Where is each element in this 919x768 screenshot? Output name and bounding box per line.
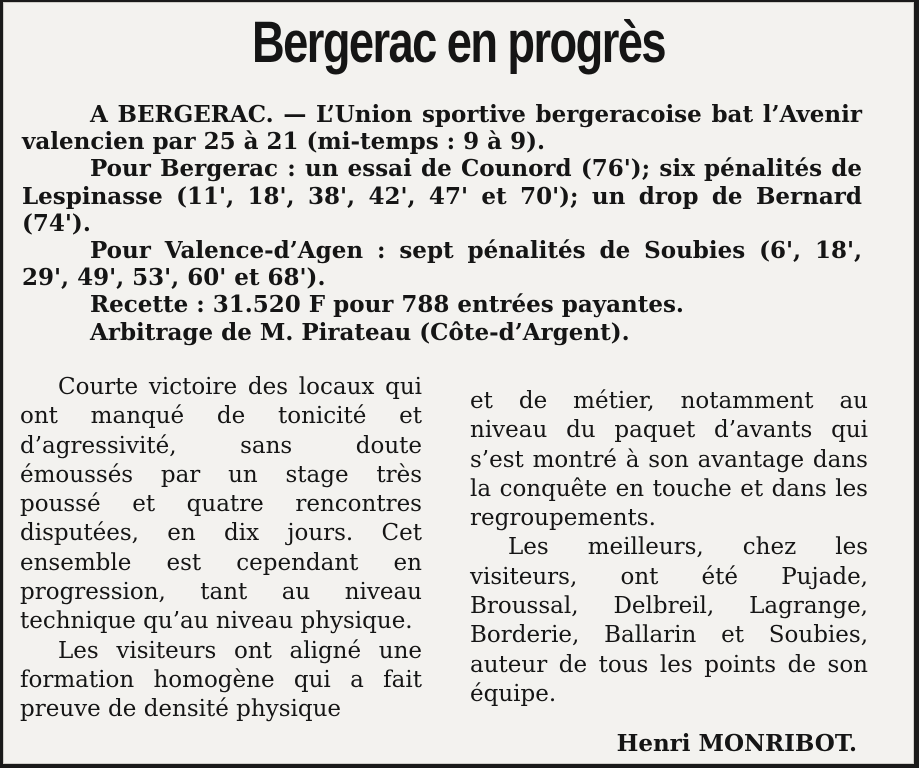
article-column-left xyxy=(20,373,422,725)
summary-result: A BERGERAC. — L’Union sportive bergeracoise bat l’Avenir valencien par 25 à 21 (mi-temps : 9 à 9). xyxy=(22,101,862,156)
body-paragraph-continued: et de métier, notamment au niveau du paquet d’avants qui s’est montré à son avantage dans la conquête en touche et dans les regroupements. xyxy=(470,388,868,532)
article-title: Bergerac en progrès xyxy=(252,10,665,75)
body-paragraph: Courte victoire des locaux qui ont manqué de tonicité et d’agressivité, sans doute émoussés par un stage très poussé et quatre rencontres disputées, en dix jours. Cet ensemble est cependant en progression, tant au niveau technique qu’au niveau physique. xyxy=(20,374,422,635)
summary-receipts: Recette : 31.520 F pour 788 entrées payantes. xyxy=(90,291,684,319)
body-paragraph: Les visiteurs ont aligné une formation homogène qui a fait preuve de densité physique xyxy=(20,637,422,723)
summary-valence-scorers: Pour Valence-d’Agen : sept pénalités de Soubies (6', 18', 29', 49', 53', 60' et 68'). xyxy=(22,237,862,292)
summary-bergerac-scorers: Pour Bergerac : un essai de Counord (76'); six pénalités de Lespinasse (11', 18', 38', 42', 47' et 70'); un drop de Bernard (74'). xyxy=(22,155,862,237)
newspaper-clipping xyxy=(3,2,914,764)
body-paragraph: Les meilleurs, chez les visiteurs, ont été Pujade, Broussal, Delbreil, Lagrange, Borderie, Ballarin et Soubies, auteur de tous les points de son équipe. xyxy=(470,534,868,707)
match-summary xyxy=(22,101,862,346)
summary-referee: Arbitrage de M. Pirateau (Côte-d’Argent). xyxy=(90,318,630,346)
author-signature: Henri MONRIBOT. xyxy=(616,730,857,757)
article-column-right xyxy=(470,387,868,709)
